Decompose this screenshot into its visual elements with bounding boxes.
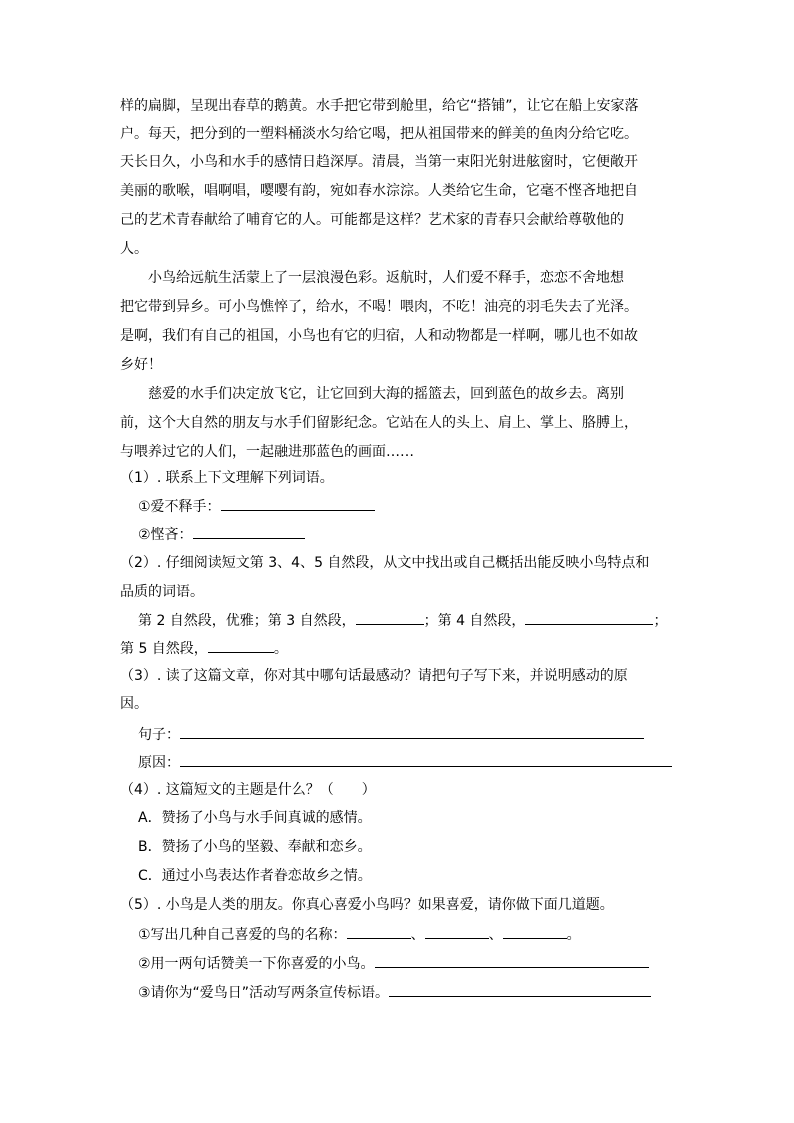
question-5c-label: ③请你为“爱鸟日”活动写两条宣传标语。	[138, 985, 390, 1001]
answer-blank[interactable]	[503, 924, 567, 939]
question-2-period: 。	[273, 641, 288, 657]
answer-blank[interactable]	[180, 724, 644, 739]
passage-line: 人。	[120, 241, 148, 257]
passage-line: 美丽的歌喉，唱啊唱，嘤嘤有韵，宛如春水淙淙。人类给它生命，它毫不悭吝地把自	[120, 183, 638, 199]
question-5c	[138, 982, 651, 1003]
question-3-sentence-label: 句子：	[138, 727, 180, 743]
choice-a[interactable]: A．赞扬了小鸟与水手间真诚的感情。	[138, 810, 372, 826]
question-5a	[138, 924, 581, 945]
question-1a-label: ①爱不释手：	[138, 499, 221, 515]
passage-line: 天长日久，小鸟和水手的感情日趋深厚。清晨，当第一束阳光射进舷窗时，它便敞开	[120, 154, 638, 170]
passage-line: 己的艺术青春献给了哺育它的人。可能都是这样？艺术家的青春只会献给尊敬他的	[120, 212, 624, 228]
answer-blank[interactable]	[375, 953, 649, 968]
passage-line: 样的扁脚，呈现出春草的鹅黄。水手把它带到舱里，给它“搭铺”，让它在船上安家落	[120, 98, 639, 114]
question-1b-label: ②悭吝：	[138, 527, 193, 543]
separator: 、	[488, 927, 503, 943]
passage-line: 户。每天，把分到的一塑料桶淡水匀给它喝，把从祖国带来的鲜美的鱼肉分给它吃。	[120, 126, 638, 142]
passage-line: 与喂养过它的人们，一起融进那蓝色的画面……	[120, 444, 414, 460]
question-2-row1	[138, 610, 667, 631]
question-3-sentence	[138, 724, 644, 745]
passage-line: 是啊，我们有自己的祖国，小鸟也有它的归宿，人和动物都是一样啊，哪儿也不如故	[120, 328, 638, 344]
answer-blank[interactable]	[425, 924, 489, 939]
answer-blank[interactable]	[208, 638, 274, 653]
question-5a-label: ①写出几种自己喜爱的鸟的名称：	[138, 927, 347, 943]
passage-line: 小鸟给远航生活蒙上了一层浪漫色彩。返航时，人们爱不释手，恋恋不舍地想	[148, 270, 624, 286]
passage-line: 把它带到异乡。可小鸟憔悴了，给水，不喝！喂肉，不吃！油亮的羽毛失去了光泽。	[120, 299, 638, 315]
answer-blank[interactable]	[525, 610, 653, 625]
question-1b	[138, 524, 305, 545]
question-4-title: （4）. 这篇短文的主题是什么？（ ）	[120, 782, 376, 798]
question-1a	[138, 496, 375, 517]
answer-blank[interactable]	[221, 496, 375, 511]
question-5a-period: 。	[566, 927, 581, 943]
question-5-title: （5）. 小鸟是人类的朋友。你真心喜爱小鸟吗？如果喜爱，请你做下面几道题。	[120, 897, 614, 913]
question-2-title-l2: 品质的词语。	[120, 584, 204, 600]
question-1-title: （1）. 联系上下文理解下列词语。	[120, 470, 334, 486]
question-5b-label: ②用一两句话赞美一下你喜爱的小鸟。	[138, 956, 375, 972]
question-2-row2	[120, 638, 288, 659]
passage-line: 前，这个大自然的朋友与水手们留影纪念。它站在人的头上、肩上、掌上、胳膊上，	[120, 415, 638, 431]
answer-blank[interactable]	[180, 752, 672, 767]
choice-b[interactable]: B．赞扬了小鸟的坚毅、奉献和恋乡。	[138, 839, 372, 855]
choice-c[interactable]: C．通过小鸟表达作者眷恋故乡之情。	[138, 868, 372, 884]
question-3-title-l2: 因。	[120, 696, 148, 712]
question-3-title-l1: （3）. 读了这篇文章，你对其中哪句话最感动？请把句子写下来，并说明感动的原	[120, 668, 628, 684]
answer-blank[interactable]	[356, 610, 424, 625]
passage-line: 慈爱的水手们决定放飞它，让它回到大海的摇篮去，回到蓝色的故乡去。离别	[148, 386, 624, 402]
separator: 、	[410, 927, 425, 943]
answer-blank[interactable]	[389, 982, 651, 997]
question-3-reason-label: 原因：	[138, 755, 180, 771]
question-2-title-l1: （2）. 仔细阅读短文第 3、4、5 自然段，从文中找出或自己概括出能反映小鸟特点和	[120, 555, 650, 571]
question-2-p2-label: 第 2 自然段，优雅；第 3 自然段，	[138, 613, 356, 629]
passage-line: 乡好！	[120, 357, 162, 373]
question-3-reason	[138, 752, 672, 773]
answer-blank[interactable]	[347, 924, 411, 939]
question-5b	[138, 953, 649, 974]
question-2-p4-label: ；第 4 自然段，	[423, 613, 526, 629]
question-2-p5-label: 第 5 自然段，	[120, 641, 208, 657]
question-2-end: ；	[653, 613, 668, 629]
answer-blank[interactable]	[193, 524, 305, 539]
